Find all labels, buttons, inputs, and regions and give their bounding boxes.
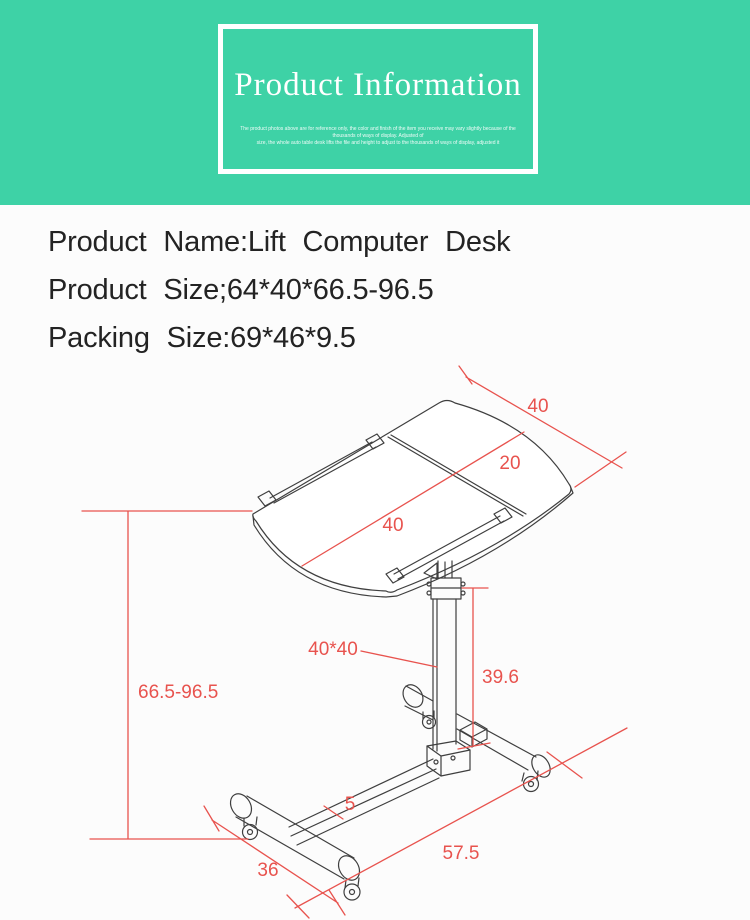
dimension-height-range — [82, 511, 252, 839]
dim-label-front-section: 40 — [382, 515, 404, 536]
dimension-column-tube — [308, 639, 437, 667]
dim-label-beam-width: 5 — [344, 794, 356, 815]
dimension-beam-width — [324, 794, 355, 819]
lift-column — [424, 561, 465, 751]
dimension-base-depth — [287, 728, 627, 918]
dim-label-column-tube: 40*40 — [308, 639, 358, 660]
rear-right-caster — [522, 771, 539, 792]
front-leg — [226, 790, 363, 900]
dim-label-base-depth: 57.5 — [442, 843, 480, 864]
dim-label-leg-width: 36 — [257, 860, 279, 881]
desk-top-surface — [253, 401, 571, 593]
base-beam — [289, 759, 439, 845]
dimension-lift-stroke — [458, 588, 519, 749]
packing-size-line: Packing Size:69*46*9.5 — [48, 322, 356, 354]
dim-label-lift-stroke: 39.6 — [482, 667, 519, 688]
fine-print-line1: The product photos above are for reference only, the color and finish of the item you receive may vary slightly because of the thousands of ways of display. Adjusted of — [240, 126, 516, 139]
page-title: Product Information — [234, 67, 522, 103]
dim-label-back-section: 20 — [499, 453, 521, 474]
fine-print-line2: size, the whole auto table desk lifts the file and height to adjust to the thousands of ways of display, adjusted it — [256, 140, 500, 146]
dim-label-height-range: 66.5-96.5 — [138, 682, 219, 703]
product-size-line: Product Size;64*40*66.5-96.5 — [48, 274, 434, 306]
front-right-caster — [344, 878, 360, 900]
dimension-leg-width — [204, 806, 345, 915]
product-name-line: Product Name:Lift Computer Desk — [48, 226, 511, 258]
column-outer-tube — [433, 599, 456, 751]
dim-label-depth-top: 40 — [527, 396, 549, 417]
